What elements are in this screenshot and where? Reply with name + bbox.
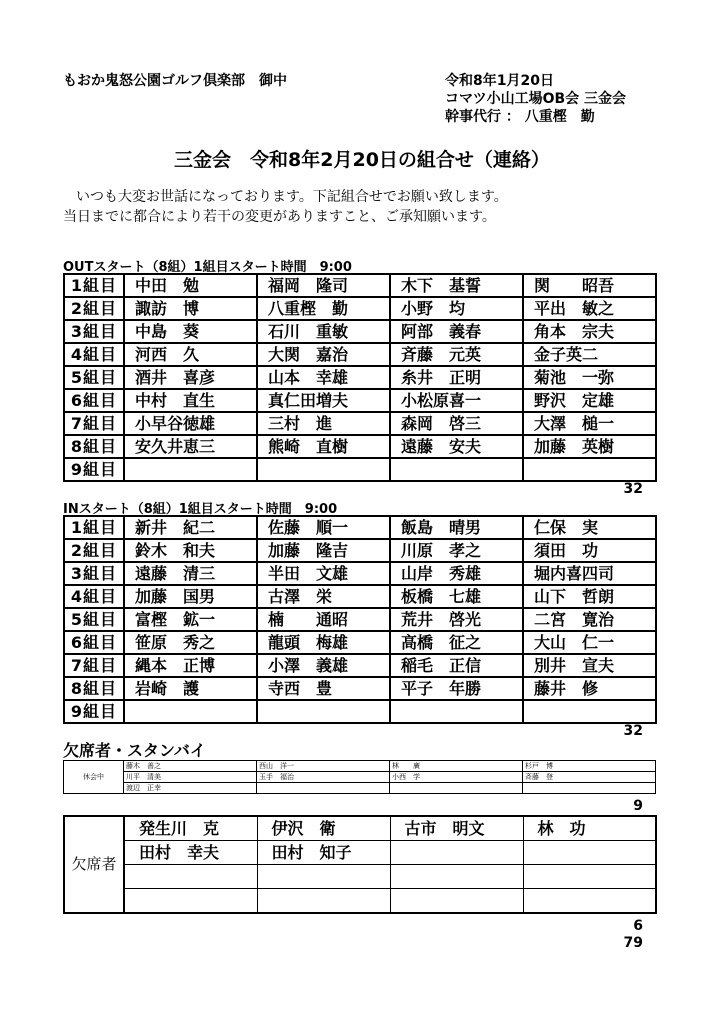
player-name: 須田 功 — [523, 539, 656, 562]
group-label: 5組目 — [64, 608, 124, 631]
intro-line-2: 当日までに都合により若干の変更がありますこと、ご承知願います。 — [63, 209, 496, 225]
table-row — [64, 274, 656, 297]
group-label: 7組目 — [64, 412, 124, 435]
absent-count: 6 — [633, 918, 643, 934]
table-row — [64, 389, 656, 412]
player-name: 荒井 啓光 — [390, 608, 523, 631]
player-name: 新井 紀二 — [124, 516, 257, 539]
group-label: 8組目 — [64, 677, 124, 700]
player-name: 中島 葵 — [124, 320, 257, 343]
player-name: 加藤 隆吉 — [257, 539, 390, 562]
table-row — [64, 865, 656, 889]
leave-member: 藤木 善之 — [124, 761, 257, 772]
absent-label: 欠席者 — [64, 816, 124, 913]
group-label: 6組目 — [64, 389, 124, 412]
player-name: 佐藤 順一 — [257, 516, 390, 539]
player-name: 大関 嘉治 — [257, 343, 390, 366]
leave-member: 林 廣 — [390, 761, 523, 772]
player-name: 遠藤 安夫 — [390, 435, 523, 458]
player-name: 堀内喜四司 — [523, 562, 656, 585]
table-row — [64, 366, 656, 389]
group-label: 5組目 — [64, 366, 124, 389]
absent-member: 古市 明文 — [390, 816, 523, 841]
total-count: 79 — [623, 935, 643, 951]
sender-name: 幹事代行 ： 八重樫 勤 — [445, 109, 595, 125]
player-name: 小澤 義雄 — [257, 654, 390, 677]
table-row — [64, 412, 656, 435]
player-name: 板橋 七雄 — [390, 585, 523, 608]
player-name: 古澤 栄 — [257, 585, 390, 608]
leave-member: 斉藤 登 — [523, 772, 656, 783]
leave-member — [257, 783, 390, 794]
player-name — [523, 700, 656, 723]
leave-member: 小西 学 — [390, 772, 523, 783]
player-name: 川原 孝之 — [390, 539, 523, 562]
player-name: 大澤 槌一 — [523, 412, 656, 435]
table-row — [64, 320, 656, 343]
player-name: 菊池 一弥 — [523, 366, 656, 389]
player-name: 木下 基誓 — [390, 274, 523, 297]
table-row — [64, 585, 656, 608]
player-name: 寺西 豊 — [257, 677, 390, 700]
player-name: 鈴木 和夫 — [124, 539, 257, 562]
group-label: 1組目 — [64, 516, 124, 539]
table-row — [64, 516, 656, 539]
player-name: 安久井恵三 — [124, 435, 257, 458]
group-label: 3組目 — [64, 320, 124, 343]
leave-member: 玉手 福治 — [257, 772, 390, 783]
player-name: 小松原喜一 — [390, 389, 523, 412]
standby-count: 9 — [633, 798, 643, 814]
player-name: 加藤 英樹 — [523, 435, 656, 458]
player-name: 二宮 寛治 — [523, 608, 656, 631]
player-name: 熊崎 直樹 — [257, 435, 390, 458]
group-label: 7組目 — [64, 654, 124, 677]
absent-member — [523, 841, 656, 865]
leave-member — [523, 783, 656, 794]
player-name: 加藤 国男 — [124, 585, 257, 608]
group-label: 2組目 — [64, 539, 124, 562]
group-label: 4組目 — [64, 343, 124, 366]
player-name — [390, 700, 523, 723]
player-name: 阿部 義春 — [390, 320, 523, 343]
player-name: 諏訪 博 — [124, 297, 257, 320]
table-row — [64, 297, 656, 320]
player-name: 石川 重敏 — [257, 320, 390, 343]
player-name: 角本 宗夫 — [523, 320, 656, 343]
player-name: 中田 勉 — [124, 274, 257, 297]
player-name: 真仁田増夫 — [257, 389, 390, 412]
group-label: 9組目 — [64, 700, 124, 723]
absent-member — [124, 889, 257, 914]
table-row — [64, 783, 656, 794]
absent-member — [390, 889, 523, 914]
table-row — [64, 816, 656, 841]
group-label: 1組目 — [64, 274, 124, 297]
out-section-label: OUTスタート（8組）1組目スタート時間 9:00 — [63, 260, 352, 275]
table-row — [64, 889, 656, 914]
player-name: 八重樫 勤 — [257, 297, 390, 320]
in-count: 32 — [623, 723, 643, 739]
player-name — [124, 700, 257, 723]
player-name: 藤井 修 — [523, 677, 656, 700]
table-row — [64, 761, 656, 772]
table-row — [64, 700, 656, 723]
player-name: 糸井 正明 — [390, 366, 523, 389]
table-row — [64, 631, 656, 654]
leave-table — [63, 760, 656, 794]
player-name: 富樫 鉱一 — [124, 608, 257, 631]
group-label: 8組目 — [64, 435, 124, 458]
table-row — [64, 435, 656, 458]
player-name: 関 昭吾 — [523, 274, 656, 297]
player-name: 平出 敏之 — [523, 297, 656, 320]
group-label: 4組目 — [64, 585, 124, 608]
player-name: 大山 仁一 — [523, 631, 656, 654]
sender-org: コマツ小山工場OB会 三金会 — [445, 91, 627, 107]
player-name: 森岡 啓三 — [390, 412, 523, 435]
player-name: 笹原 秀之 — [124, 631, 257, 654]
table-row — [64, 343, 656, 366]
leave-member: 渡辺 正幸 — [124, 783, 257, 794]
player-name: 仁保 実 — [523, 516, 656, 539]
player-name: 酒井 喜彦 — [124, 366, 257, 389]
leave-member: 川平 清美 — [124, 772, 257, 783]
group-label: 3組目 — [64, 562, 124, 585]
absent-member — [390, 865, 523, 889]
intro-line-1: いつも大変お世話になっております。下記組合せでお願い致します。 — [76, 189, 508, 205]
table-row — [64, 677, 656, 700]
player-name: 半田 文雄 — [257, 562, 390, 585]
document-date: 令和8年1月20日 — [445, 73, 554, 89]
out-count: 32 — [623, 481, 643, 497]
standby-label: 欠席者・スタンバイ — [63, 741, 206, 760]
absent-member — [390, 841, 523, 865]
absent-table — [63, 815, 657, 914]
player-name: 稲毛 正信 — [390, 654, 523, 677]
player-name: 斉藤 元英 — [390, 343, 523, 366]
absent-member: 田村 幸夫 — [124, 841, 257, 865]
player-name: 飯島 晴男 — [390, 516, 523, 539]
player-name: 福岡 隆司 — [257, 274, 390, 297]
table-row — [64, 654, 656, 677]
player-name: 山本 幸雄 — [257, 366, 390, 389]
table-row — [64, 841, 656, 865]
player-name — [257, 700, 390, 723]
addressee: もおか鬼怒公園ゴルフ倶楽部 御中 — [63, 73, 287, 89]
leave-label: 休会中 — [64, 761, 124, 794]
table-row — [64, 562, 656, 585]
player-name: 小野 均 — [390, 297, 523, 320]
absent-member: 田村 知子 — [257, 841, 390, 865]
player-name — [257, 458, 390, 481]
absent-member — [257, 865, 390, 889]
player-name: 別井 宣夫 — [523, 654, 656, 677]
table-row — [64, 458, 656, 481]
player-name: 山岸 秀雄 — [390, 562, 523, 585]
player-name: 河西 久 — [124, 343, 257, 366]
leave-member — [390, 783, 523, 794]
player-name — [523, 458, 656, 481]
player-name: 岩崎 護 — [124, 677, 257, 700]
player-name: 中村 直生 — [124, 389, 257, 412]
player-name: 楠 通昭 — [257, 608, 390, 631]
absent-member — [523, 889, 656, 914]
player-name: 山下 哲朗 — [523, 585, 656, 608]
group-label: 9組目 — [64, 458, 124, 481]
player-name: 遠藤 清三 — [124, 562, 257, 585]
page-title: 三金会 令和8年2月20日の組合せ（連絡） — [174, 149, 550, 171]
player-name: 金子英二 — [523, 343, 656, 366]
player-name: 小早谷徳雄 — [124, 412, 257, 435]
table-row — [64, 772, 656, 783]
absent-member: 発生川 克 — [124, 816, 257, 841]
player-name — [124, 458, 257, 481]
leave-member: 杉戸 博 — [523, 761, 656, 772]
group-label: 2組目 — [64, 297, 124, 320]
absent-member — [523, 865, 656, 889]
group-label: 6組目 — [64, 631, 124, 654]
table-row — [64, 608, 656, 631]
absent-member: 伊沢 衛 — [257, 816, 390, 841]
player-name: 縄本 正博 — [124, 654, 257, 677]
table-row — [64, 539, 656, 562]
player-name: 高橋 征之 — [390, 631, 523, 654]
player-name: 三村 進 — [257, 412, 390, 435]
in-section-label: INスタート（8組）1組目スタート時間 9:00 — [63, 502, 338, 517]
leave-member: 西山 洋一 — [257, 761, 390, 772]
in-pairing-table — [63, 515, 657, 724]
absent-member: 林 功 — [523, 816, 656, 841]
out-pairing-table — [63, 273, 657, 482]
absent-member — [257, 889, 390, 914]
absent-member — [124, 865, 257, 889]
player-name: 野沢 定雄 — [523, 389, 656, 412]
player-name — [390, 458, 523, 481]
player-name: 平子 年勝 — [390, 677, 523, 700]
player-name: 龍頭 梅雄 — [257, 631, 390, 654]
